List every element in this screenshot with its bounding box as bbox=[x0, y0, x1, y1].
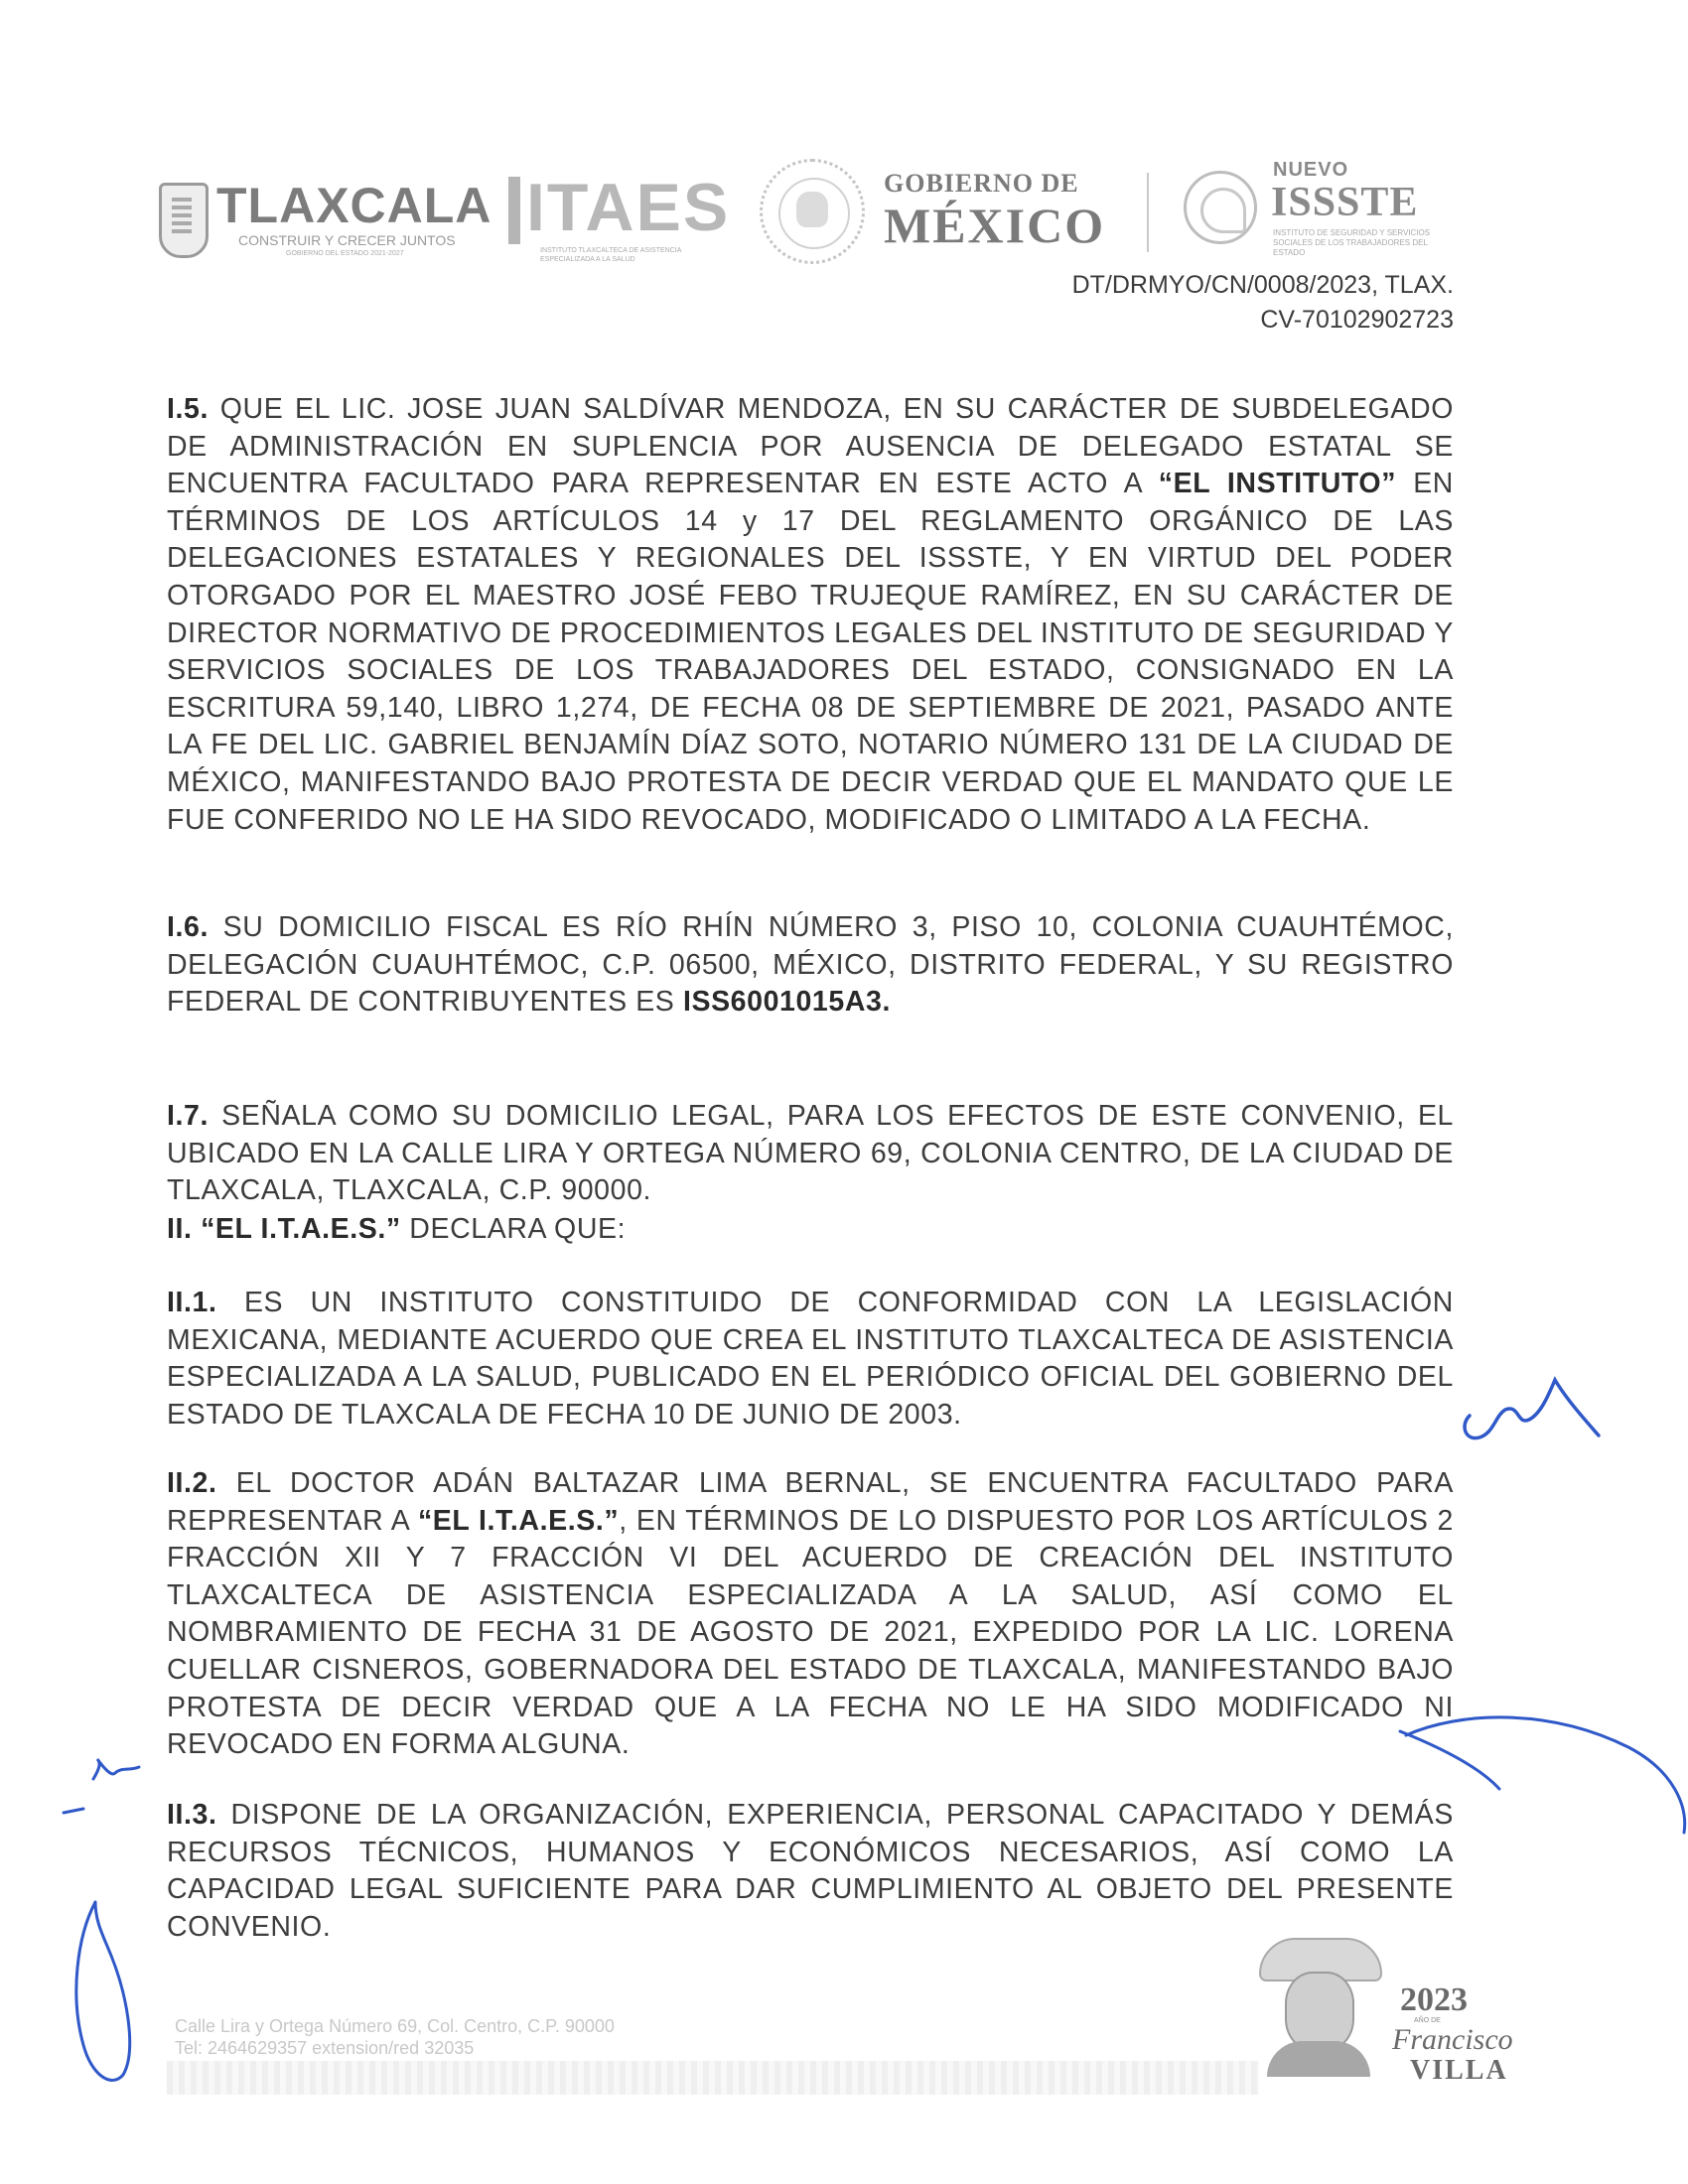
national-seal-icon bbox=[760, 159, 865, 264]
issste-logo bbox=[1184, 159, 1442, 268]
itaes-subtitle: INSTITUTO TLAXCALTECA DE ASISTENCIA ESPECIALIZADA A LA SALUD bbox=[540, 247, 681, 263]
clause-i5 bbox=[167, 391, 1454, 839]
clause-text: , EN TÉRMINOS DE LO DISPUESTO POR LOS ARTÍCULOS 2 FRACCIÓN XII Y 7 FRACCIÓN VI DEL ACUERDO DE CREACIÓN DEL INSTITUTO TLAXCALTECA DE ASISTENCIA ESPECIALIZADA A LA SALUD, ASÍ COMO EL NOMBRAMIENTO DE FECHA 31 DE AGOSTO DE 2021, EXPEDIDO POR LA LIC. LORENA CUELLAR CISNEROS, GOBERNADORA DEL ESTADO DE TLAXCALA, MANIFESTANDO BAJO PROTESTA DE DECIR VERDAD QUE A LA FECHA NO LE HA SIDO MODIFICADO NI REVOCADO EN FORMA ALGUNA. bbox=[167, 1504, 1454, 1761]
header-logos bbox=[159, 159, 1450, 278]
logo-divider bbox=[1147, 173, 1149, 252]
francisco-villa-emblem bbox=[1253, 1926, 1531, 2095]
clause-text: EN TÉRMINOS DE LOS ARTÍCULOS 14 y 17 DEL REGLAMENTO ORGÁNICO DE LAS DELEGACIONES ESTATALES Y REGIONALES DEL ISSSTE, Y EN VIRTUD DEL PODER OTORGADO POR EL MAESTRO JOSÉ FEBO TRUJEQUE RAMÍREZ, EN SU CARÁCTER DE DIRECTOR NORMATIVO DE PROCEDIMIENTOS LEGALES DEL INSTITUTO DE SEGURIDAD Y SERVICIOS SOCIALES DE LOS TRABAJADORES DEL ESTADO, CONSIGNADO EN LA ESCRITURA 59,140, LIBRO 1,274, DE FECHA 08 DE SEPTIEMBRE DE 2021, PASADO ANTE LA FE DEL LIC. GABRIEL BENJAMÍN DÍAZ SOTO, NOTARIO NÚMERO 131 DE LA CIUDAD DE MÉXICO, MANIFESTANDO BAJO PROTESTA DE DECIR VERDAD QUE EL MANDATO QUE LE FUE CONFERIDO NO LE HA SIDO REVOCADO, MODIFICADO O LIMITADO A LA FECHA. bbox=[167, 468, 1454, 836]
gobierno-line1: GOBIERNO DE bbox=[884, 169, 1079, 198]
clause-label: I.6. bbox=[167, 911, 210, 943]
issste-subtitle: INSTITUTO DE SEGURIDAD Y SERVICIOS SOCIALES DE LOS TRABAJADORES DEL ESTADO bbox=[1273, 228, 1431, 257]
emblem-year-sub: AÑO DE bbox=[1414, 2017, 1441, 2024]
clause-ii1 bbox=[167, 1285, 1454, 1433]
footer-phone: Tel: 2464629357 extension/red 32035 bbox=[175, 2038, 475, 2058]
portrait-face bbox=[1285, 1972, 1354, 2051]
gobierno-line2: MÉXICO bbox=[884, 198, 1106, 253]
clause-label: II.3. bbox=[167, 1799, 217, 1831]
issste-nuevo: NUEVO bbox=[1273, 159, 1349, 181]
clause-ii3 bbox=[167, 1797, 1454, 1946]
clause-text: EL DOCTOR ADÁN BALTAZAR LIMA BERNAL, SE ENCUENTRA FACULTADO PARA REPRESENTAR A bbox=[167, 1467, 1454, 1537]
clause-label: II.1. bbox=[167, 1287, 217, 1318]
clause-text: ES UN INSTITUTO CONSTITUIDO DE CONFORMIDAD CON LA LEGISLACIÓN MEXICANA, MEDIANTE ACUERDO QUE CREA EL INSTITUTO TLAXCALTECA DE ASISTENCIA ESPECIALIZADA A LA SALUD, PUBLICADO EN EL PERIÓDICO OFICIAL DEL GOBIERNO DEL ESTADO DE TLAXCALA DE FECHA 10 DE JUNIO DE 2003. bbox=[167, 1287, 1454, 1431]
clause-label: I.7. bbox=[167, 1100, 210, 1132]
issste-hands-icon bbox=[1184, 171, 1257, 244]
clause-label: II. “EL I.T.A.E.S.” bbox=[167, 1213, 401, 1245]
footer-address-block bbox=[175, 2015, 615, 2059]
clause-i6 bbox=[167, 909, 1454, 1022]
footer-pattern-band bbox=[167, 2061, 1259, 2095]
clause-bold: “EL INSTITUTO” bbox=[1158, 468, 1397, 500]
itaes-bar-icon bbox=[508, 177, 520, 244]
clause-label: II.2. bbox=[167, 1467, 217, 1499]
emblem-francisco: Francisco bbox=[1392, 2023, 1513, 2056]
clause-ii2 bbox=[167, 1465, 1454, 1764]
issste-name: ISSSTE bbox=[1271, 180, 1419, 225]
emblem-year: 2023 bbox=[1400, 1981, 1468, 2018]
tlaxcala-name: TLAXCALA bbox=[216, 178, 492, 233]
clause-text: SEÑALA COMO SU DOMICILIO LEGAL, PARA LOS EFECTOS DE ESTE CONVENIO, EL UBICADO EN LA CALLE LIRA Y ORTEGA NÚMERO 69, COLONIA CENTRO, DE LA CIUDAD DE TLAXCALA, TLAXCALA, C.P. 90000. bbox=[167, 1100, 1454, 1207]
itaes-logo bbox=[508, 170, 731, 264]
clause-label: I.5. bbox=[167, 393, 210, 425]
tlaxcala-shield-icon bbox=[159, 183, 209, 258]
gobierno-mexico-logo bbox=[884, 169, 1132, 268]
reference-line2: CV-70102902723 bbox=[1260, 306, 1454, 334]
reference-line1: DT/DRMYO/CN/0008/2023, TLAX. bbox=[1071, 271, 1454, 299]
tlaxcala-logo bbox=[159, 177, 496, 266]
portrait-body bbox=[1267, 2041, 1370, 2077]
section-ii-heading bbox=[167, 1211, 1454, 1249]
footer-address: Calle Lira y Ortega Número 69, Col. Centro, C.P. 90000 bbox=[175, 2016, 615, 2036]
clause-text: DISPONE DE LA ORGANIZACIÓN, EXPERIENCIA, PERSONAL CAPACITADO Y DEMÁS RECURSOS TÉCNICOS, HUMANOS Y ECONÓMICOS NECESARIOS, ASÍ COMO LA CAPACIDAD LEGAL SUFICIENTE PARA DAR CUMPLIMIENTO AL OBJETO DEL PRESENTE CONVENIO. bbox=[167, 1799, 1454, 1943]
tlaxcala-slogan: CONSTRUIR Y CRECER JUNTOS bbox=[238, 232, 456, 248]
itaes-name: ITAES bbox=[526, 170, 731, 245]
clause-bold: “EL I.T.A.E.S.” bbox=[417, 1504, 620, 1537]
clause-bold: ISS6001015A3. bbox=[682, 986, 891, 1019]
clause-text: SU DOMICILIO FISCAL ES RÍO RHÍN NÚMERO 3, PISO 10, COLONIA CUAUHTÉMOC, DELEGACIÓN CUAUHTÉMOC, C.P. 06500, MÉXICO, DISTRITO FEDERAL, Y SU REGISTRO FEDERAL DE CONTRIBUYENTES ES bbox=[167, 911, 1454, 1019]
emblem-villa: VILLA bbox=[1410, 2055, 1508, 2086]
francisco-villa-portrait-icon bbox=[1253, 1938, 1384, 2077]
clause-text: QUE EL LIC. JOSE JUAN SALDÍVAR MENDOZA, EN SU CARÁCTER DE SUBDELEGADO DE ADMINISTRACIÓN EN SUPLENCIA POR AUSENCIA DE DELEGADO ESTATAL SE ENCUENTRA FACULTADO PARA REPRESENTAR EN ESTE ACTO A bbox=[167, 393, 1454, 500]
tlaxcala-subtitle: GOBIERNO DEL ESTADO 2021-2027 bbox=[286, 250, 404, 257]
clause-i7 bbox=[167, 1098, 1454, 1210]
clause-text: DECLARA QUE: bbox=[400, 1213, 627, 1245]
document-reference bbox=[1072, 268, 1454, 338]
